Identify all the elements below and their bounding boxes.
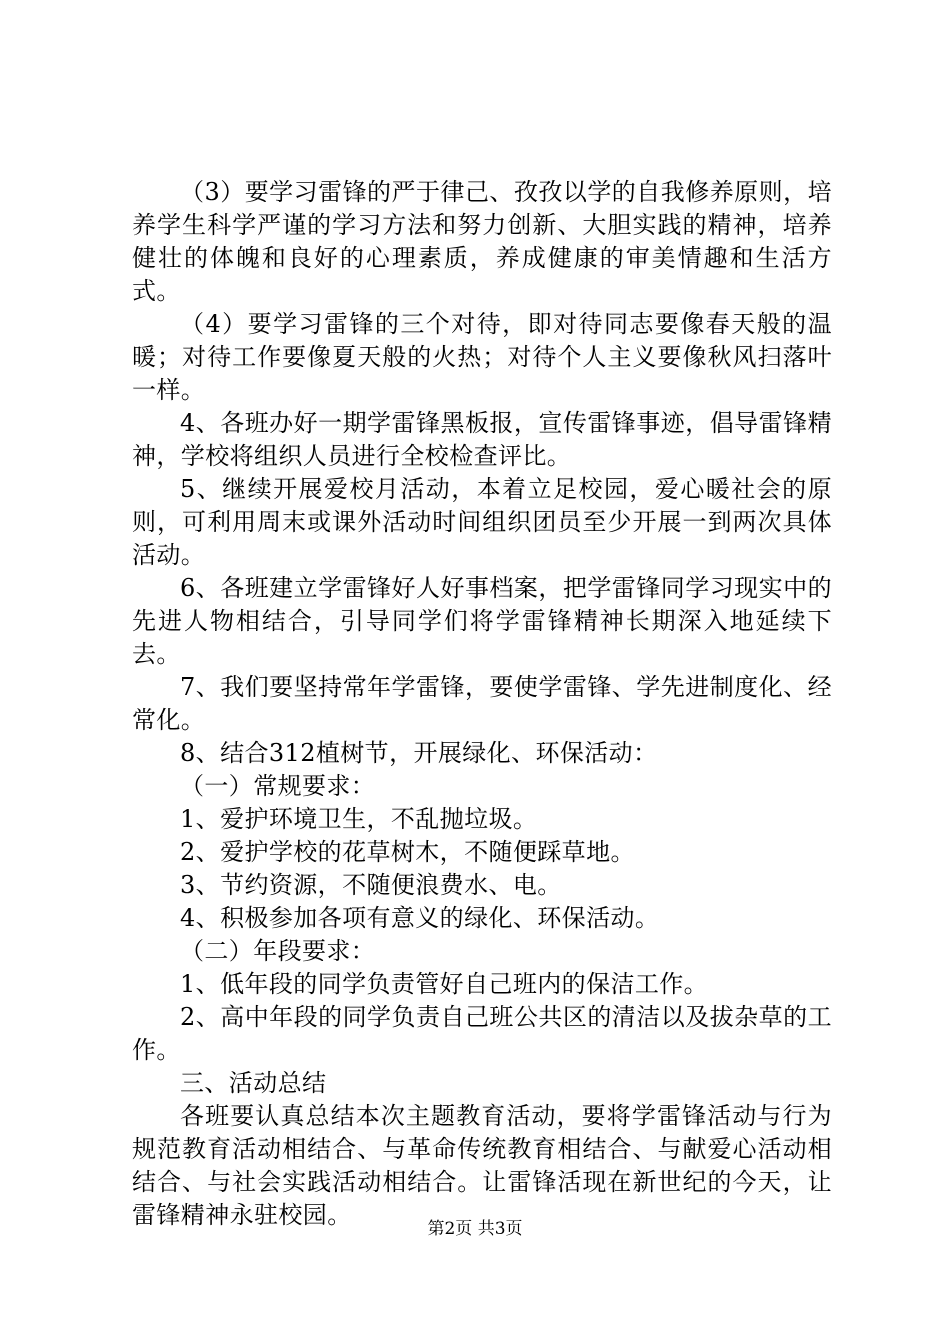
section-heading: 三、活动总结 bbox=[180, 1069, 327, 1097]
paragraph-10: 2、爱护学校的花草树木，不随便踩草地。 bbox=[180, 838, 635, 866]
paragraph-14: 1、低年段的同学负责管好自己班内的保洁工作。 bbox=[180, 970, 709, 998]
paragraph-4: 5、继续开展爱校月活动，本着立足校园，爱心暖社会的原则，可利用周末或课外活动时间组织团员至少开展一到两次具体活动。 bbox=[132, 475, 832, 569]
paragraph-12: 4、积极参加各项有意义的绿化、环保活动。 bbox=[180, 904, 660, 932]
paragraph-15: 2、高中年段的同学负责自己班公共区的清洁以及拔杂草的工作。 bbox=[132, 1003, 832, 1064]
paragraph-1: （3）要学习雷锋的严于律己、孜孜以学的自我修养原则，培养学生科学严谨的学习方法和努力创新、大胆实践的精神，培养健壮的体魄和良好的心理素质，养成健康的审美情趣和生活方式。 bbox=[132, 178, 832, 305]
paragraph-17: 各班要认真总结本次主题教育活动，要将学雷锋活动与行为规范教育活动相结合、与革命传统教育相结合、与献爱心活动相结合、与社会实践活动相结合。让雷锋活现在新世纪的今天，让雷锋精神永驻校园。 bbox=[132, 1102, 832, 1229]
page-number-footer: 第2页 共3页 bbox=[427, 1219, 523, 1239]
paragraph-11: 3、节约资源，不随便浪费水、电。 bbox=[180, 871, 562, 899]
paragraph-6: 7、我们要坚持常年学雷锋，要使学雷锋、学先进制度化、经常化。 bbox=[132, 673, 832, 734]
paragraph-8: （一）常规要求： bbox=[180, 772, 376, 800]
paragraph-2: （4）要学习雷锋的三个对待，即对待同志要像春天般的温暖；对待工作要像夏天般的火热；对待个人主义要像秋风扫落叶一样。 bbox=[132, 310, 832, 404]
paragraph-9: 1、爱护环境卫生，不乱抛垃圾。 bbox=[180, 805, 538, 833]
paragraph-13: （二）年段要求： bbox=[180, 937, 376, 965]
paragraph-3: 4、各班办好一期学雷锋黑板报，宣传雷锋事迹，倡导雷锋精神，学校将组织人员进行全校检查评比。 bbox=[132, 409, 832, 470]
paragraph-5: 6、各班建立学雷锋好人好事档案，把学雷锋同学习现实中的先进人物相结合，引导同学们将学雷锋精神长期深入地延续下去。 bbox=[132, 574, 832, 668]
paragraph-7: 8、结合312植树节，开展绿化、环保活动： bbox=[180, 739, 658, 767]
